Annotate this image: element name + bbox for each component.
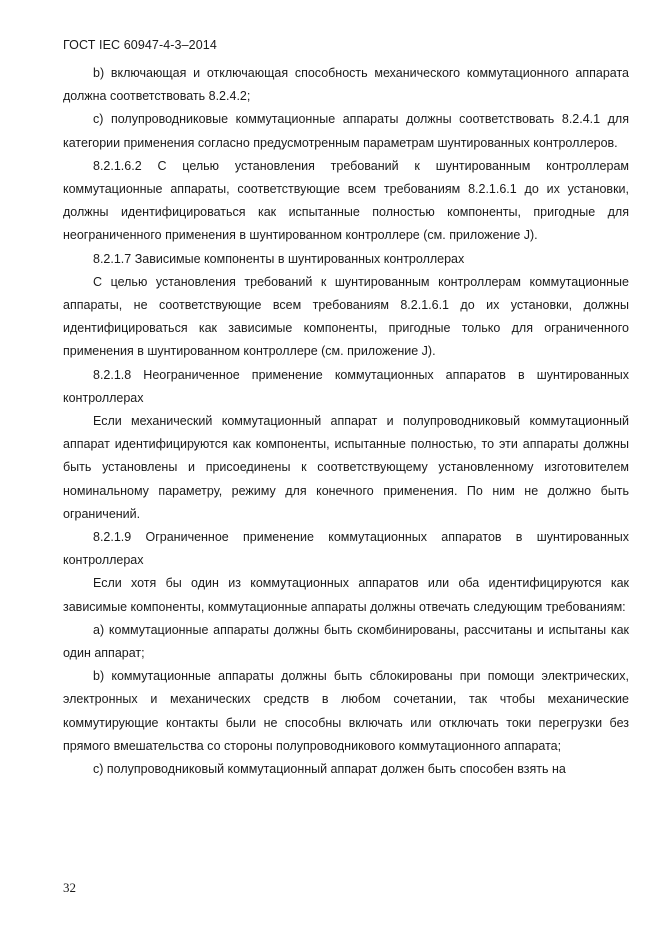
list-item-c-semiconductor-device: c) полупроводниковый коммутационный аппарат должен быть способен взять на [93, 762, 566, 777]
paragraph-restricted-application-intro: Если хотя бы один из коммутационных аппаратов или оба идентифицируются как зависимые компоненты, коммутационные аппараты должны отвечать следующим требованиям: [63, 576, 629, 614]
paragraph-8-2-1-6-2: 8.2.1.6.2 С целью установления требований к шунтированным контроллерам коммутационные аппараты, соответствующие всем требованиям 8.2.1.6.1 до их установки, должны идентифицироваться как испытанные полностью компоненты, пригодные для неограниченного применения в шунтированном контроллере (см. приложение J). [63, 158, 629, 243]
document-body [63, 62, 629, 781]
paragraph-dependent-components: С целью установления требований к шунтированным контроллерам коммутационные аппараты, не соответствующие всем требованиям 8.2.1.6.1 до их установки, должны идентифицироваться как зависимые компоненты, пригодные только для ограниченного применения в шунтированном контроллере (см. приложение J). [63, 274, 629, 359]
paragraph-item-c-semiconductor-devices: c) полупроводниковые коммутационные аппараты должны соответствовать 8.2.4.1 для категории применения согласно предусмотренным параметрам шунтированных контроллеров. [63, 112, 629, 150]
list-item-a-combined-devices: a) коммутационные аппараты должны быть скомбинированы, рассчитаны и испытаны как один аппарат; [63, 622, 629, 661]
list-item-b-interlocked-devices: b) коммутационные аппараты должны быть сблокированы при помощи электрических, электронных и механических средств в любом сочетании, так чтобы механические коммутирующие контакты были не способны включать или отключать токи перегрузки без прямого вмешательства со стороны полупроводникового коммутационного аппарата; [63, 669, 629, 753]
page-number: 32 [63, 880, 76, 895]
document-header: ГОСТ IEC 60947-4-3–2014 [63, 38, 217, 52]
paragraph-unrestricted-application: Если механический коммутационный аппарат и полупроводниковый коммутационный аппарат идентифицируются как компоненты, испытанные полностью, то эти аппараты должны быть установлены и присоединены к соответствующему установленному изготовителем номинальному параметру, режиму для конечного применения. По ним не должно быть ограничений. [63, 414, 629, 521]
section-heading-8-2-1-8: 8.2.1.8 Неограниченное применение коммутационных аппаратов в шунтированных контроллерах [63, 367, 629, 405]
paragraph-item-b-breaking-capacity: b) включающая и отключающая способность механического коммутационного аппарата должна соответствовать 8.2.4.2; [63, 66, 629, 104]
section-heading-8-2-1-9: 8.2.1.9 Ограниченное применение коммутационных аппаратов в шунтированных контроллерах [63, 530, 629, 568]
section-heading-8-2-1-7: 8.2.1.7 Зависимые компоненты в шунтированных контроллерах [93, 251, 465, 266]
